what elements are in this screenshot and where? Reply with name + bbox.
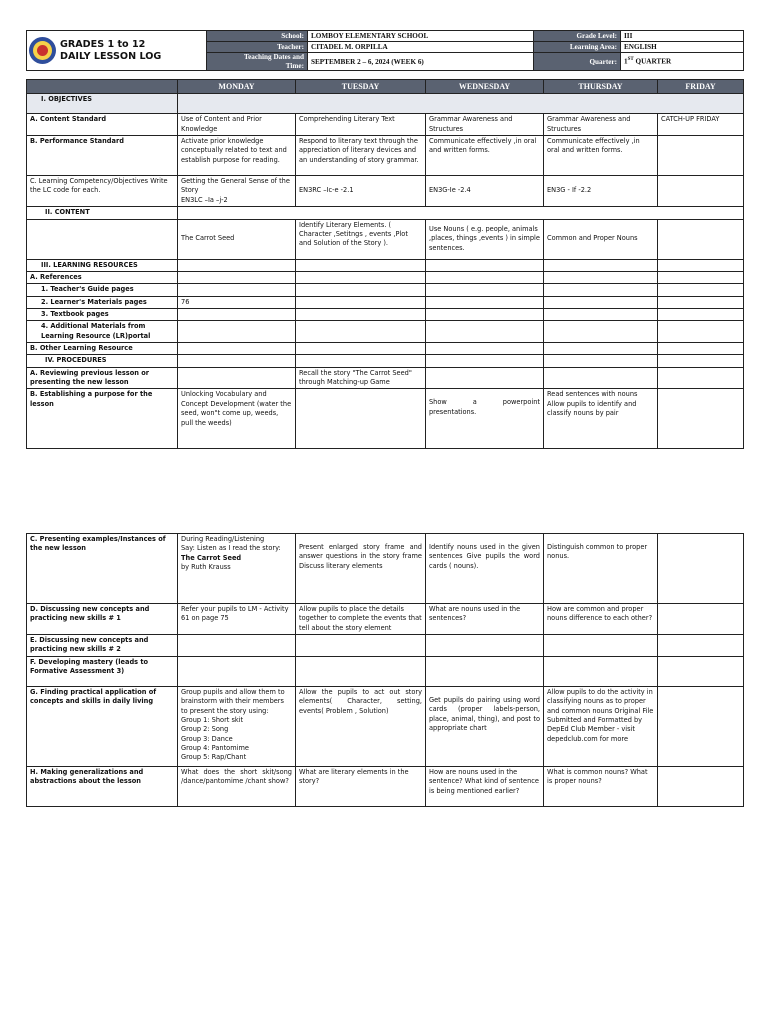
cell: EN3G - If -2.2 bbox=[544, 176, 658, 207]
establishing-label: B. Establishing a purpose for the lesson bbox=[27, 389, 178, 449]
references-label: A. References bbox=[27, 271, 178, 283]
cell: Communicate effectively ,in oral and written forms. bbox=[544, 136, 658, 176]
cell bbox=[658, 176, 744, 207]
day-header-wednesday: WEDNESDAY bbox=[426, 80, 544, 94]
cell: Grammar Awareness and Structures bbox=[544, 114, 658, 136]
cell: Get pupils do pairing using word cards (proper labels-person, place, animal, thing), and post to appropriate chart bbox=[426, 686, 544, 766]
day-header-friday: FRIDAY bbox=[658, 80, 744, 94]
performance-standard-label: B. Performance Standard bbox=[27, 136, 178, 176]
cell: EN3G-Ie -2.4 bbox=[426, 176, 544, 207]
cell: What does the short skit/song /dance/pantomime /chant show? bbox=[178, 766, 296, 806]
teachers-guide-row bbox=[27, 284, 744, 296]
quarter-label: Quarter: bbox=[534, 53, 621, 71]
cell: EN3RC –Ic-e -2.1 bbox=[296, 176, 426, 207]
cell bbox=[658, 686, 744, 766]
cell: Communicate effectively ,in oral and written forms. bbox=[426, 136, 544, 176]
grade-value: III bbox=[621, 31, 744, 42]
cell bbox=[658, 389, 744, 449]
resources-row bbox=[27, 259, 744, 271]
teacher-value: CITADEL M. ORPILLA bbox=[308, 42, 534, 53]
content-row bbox=[27, 219, 744, 259]
competency-label: C. Learning Competency/Objectives Write the LC code for each. bbox=[27, 176, 178, 207]
discussing-2-row bbox=[27, 635, 744, 657]
cell bbox=[178, 367, 296, 389]
other-resource-row bbox=[27, 343, 744, 355]
school-label: School: bbox=[207, 31, 308, 42]
area-label: Learning Area: bbox=[534, 42, 621, 53]
objectives-heading: I. OBJECTIVES bbox=[27, 94, 178, 114]
cell: Recall the story "The Carrot Seed" through Matching-up Game bbox=[296, 367, 426, 389]
cell: Allow pupils to place the details together to complete the events that tell about the story element bbox=[296, 604, 426, 635]
lesson-table-part-1 bbox=[26, 79, 743, 449]
textbook-label: 3. Textbook pages bbox=[27, 308, 178, 320]
day-header-thursday: THURSDAY bbox=[544, 80, 658, 94]
finding-row bbox=[27, 686, 744, 766]
learners-materials-label: 2. Learner's Materials pages bbox=[27, 296, 178, 308]
cell: 76 bbox=[178, 296, 296, 308]
establishing-row bbox=[27, 389, 744, 449]
mastery-row bbox=[27, 656, 744, 686]
cell: During Reading/Listening Say: Listen as I read the story: The Carrot Seed by Ruth Krauss bbox=[178, 534, 296, 604]
cell: Allow the pupils to act out story elements( Character, setting, events( Problem , Solution) bbox=[296, 686, 426, 766]
finding-label: G. Finding practical application of concepts and skills in daily living bbox=[27, 686, 178, 766]
quarter-value: 1ST QUARTER bbox=[621, 53, 744, 71]
lesson-table-part-2 bbox=[26, 533, 743, 807]
cell: How are nouns used in the sentence? What kind of sentence is being mentioned earlier? bbox=[426, 766, 544, 806]
procedures-heading: IV. PROCEDURES bbox=[27, 355, 178, 367]
presenting-row bbox=[27, 534, 744, 604]
cell: Use Nouns ( e.g. people, animals ,places, things ,events ) in simple sentences. bbox=[426, 219, 544, 259]
discussing-1-row bbox=[27, 604, 744, 635]
competency-row bbox=[27, 176, 744, 207]
cell bbox=[658, 766, 744, 806]
cell: Common and Proper Nouns bbox=[544, 219, 658, 259]
cell: Allow pupils to do the activity in classifying nouns as to proper and common nouns Original File Submitted and Formatted by DepEd Club Member - visit depedclub.com for more bbox=[544, 686, 658, 766]
content-heading-row bbox=[27, 207, 744, 219]
teacher-label: Teacher: bbox=[207, 42, 308, 53]
references-row bbox=[27, 271, 744, 283]
lesson-log-header bbox=[26, 30, 743, 71]
cell: Refer your pupils to LM - Activity 61 on page 75 bbox=[178, 604, 296, 635]
cell: Identify Literary Elements. ( Character ,Setitngs , events ,Plot and Solution of the Story ). bbox=[296, 219, 426, 259]
area-value: ENGLISH bbox=[621, 42, 744, 53]
day-header-tuesday: TUESDAY bbox=[296, 80, 426, 94]
cell bbox=[658, 534, 744, 604]
cell bbox=[658, 604, 744, 635]
teachers-guide-label: 1. Teacher's Guide pages bbox=[27, 284, 178, 296]
cell: Comprehending Literary Text bbox=[296, 114, 426, 136]
cell: Identify nouns used in the given sentences Give pupils the word cards ( nouns). bbox=[426, 534, 544, 604]
cell bbox=[426, 367, 544, 389]
generalizations-label: H. Making generalizations and abstractions about the lesson bbox=[27, 766, 178, 806]
grade-label: Grade Level: bbox=[534, 31, 621, 42]
reviewing-label: A. Reviewing previous lesson or presenting the new lesson bbox=[27, 367, 178, 389]
textbook-row bbox=[27, 308, 744, 320]
cell bbox=[296, 389, 426, 449]
day-header-monday: MONDAY bbox=[178, 80, 296, 94]
content-heading: II. CONTENT bbox=[27, 207, 178, 219]
cell: Use of Content and Prior Knowledge bbox=[178, 114, 296, 136]
other-resource-label: B. Other Learning Resource bbox=[27, 343, 178, 355]
content-standard-row bbox=[27, 114, 744, 136]
cell: Respond to literary text through the appreciation of literary devices and an understanding of story grammar. bbox=[296, 136, 426, 176]
cell: Grammar Awareness and Structures bbox=[426, 114, 544, 136]
title-line-1: GRADES 1 to 12 bbox=[60, 38, 146, 50]
cell: Activate prior knowledge conceptually related to text and establish purpose for reading. bbox=[178, 136, 296, 176]
discussing-2-label: E. Discussing new concepts and practicing new skills # 2 bbox=[27, 635, 178, 657]
presenting-label: C. Presenting examples/Instances of the new lesson bbox=[27, 534, 178, 604]
cell: CATCH-UP FRIDAY bbox=[658, 114, 744, 136]
additional-materials-row bbox=[27, 321, 744, 343]
cell: Show a powerpoint presentations. bbox=[426, 389, 544, 449]
corner-header bbox=[27, 80, 178, 94]
school-value: LOMBOY ELEMENTARY SCHOOL bbox=[308, 31, 534, 42]
additional-materials-label: 4. Additional Materials from Learning Resource (LR)portal bbox=[27, 321, 178, 343]
mastery-label: F. Developing mastery (leads to Formative Assessment 3) bbox=[27, 656, 178, 686]
deped-seal-icon bbox=[29, 37, 56, 64]
cell bbox=[544, 367, 658, 389]
procedures-row bbox=[27, 355, 744, 367]
cell bbox=[658, 367, 744, 389]
title-line-2: DAILY LESSON LOG bbox=[60, 50, 162, 62]
resources-heading: III. LEARNING RESOURCES bbox=[27, 259, 178, 271]
cell: What are literary elements in the story? bbox=[296, 766, 426, 806]
cell: What are nouns used in the sentences? bbox=[426, 604, 544, 635]
dates-label: Teaching Dates and Time: bbox=[207, 53, 308, 71]
discussing-1-label: D. Discussing new concepts and practicing new skills # 1 bbox=[27, 604, 178, 635]
cell bbox=[658, 219, 744, 259]
reviewing-row bbox=[27, 367, 744, 389]
objectives-row bbox=[27, 94, 744, 114]
cell: Getting the General Sense of the Story EN3LC –Ia –j-2 bbox=[178, 176, 296, 207]
cell bbox=[658, 136, 744, 176]
generalizations-row bbox=[27, 766, 744, 806]
dates-value: SEPTEMBER 2 – 6, 2024 (WEEK 6) bbox=[308, 53, 534, 71]
cell: Distinguish common to proper nonus. bbox=[544, 534, 658, 604]
cell: Read sentences with nouns Allow pupils to identify and classify nouns by pair bbox=[544, 389, 658, 449]
header-logo-block bbox=[27, 31, 207, 71]
cell: Present enlarged story frame and answer questions in the story frame Discuss literary elements bbox=[296, 534, 426, 604]
cell: The Carrot Seed bbox=[178, 219, 296, 259]
cell: How are common and proper nouns difference to each other? bbox=[544, 604, 658, 635]
learners-materials-row bbox=[27, 296, 744, 308]
cell: Unlocking Vocabulary and Concept Development (water the seed, won"t come up, weeds, pull the weeds) bbox=[178, 389, 296, 449]
content-standard-label: A. Content Standard bbox=[27, 114, 178, 136]
cell: Group pupils and allow them to brainstorm with their members to present the story using: Group 1: Short skit Group 2: Song Group 3: Dance Group 4: Pantomime Group 5: Rap/Chant bbox=[178, 686, 296, 766]
cell: What is common nouns? What is proper nouns? bbox=[544, 766, 658, 806]
performance-standard-row bbox=[27, 136, 744, 176]
